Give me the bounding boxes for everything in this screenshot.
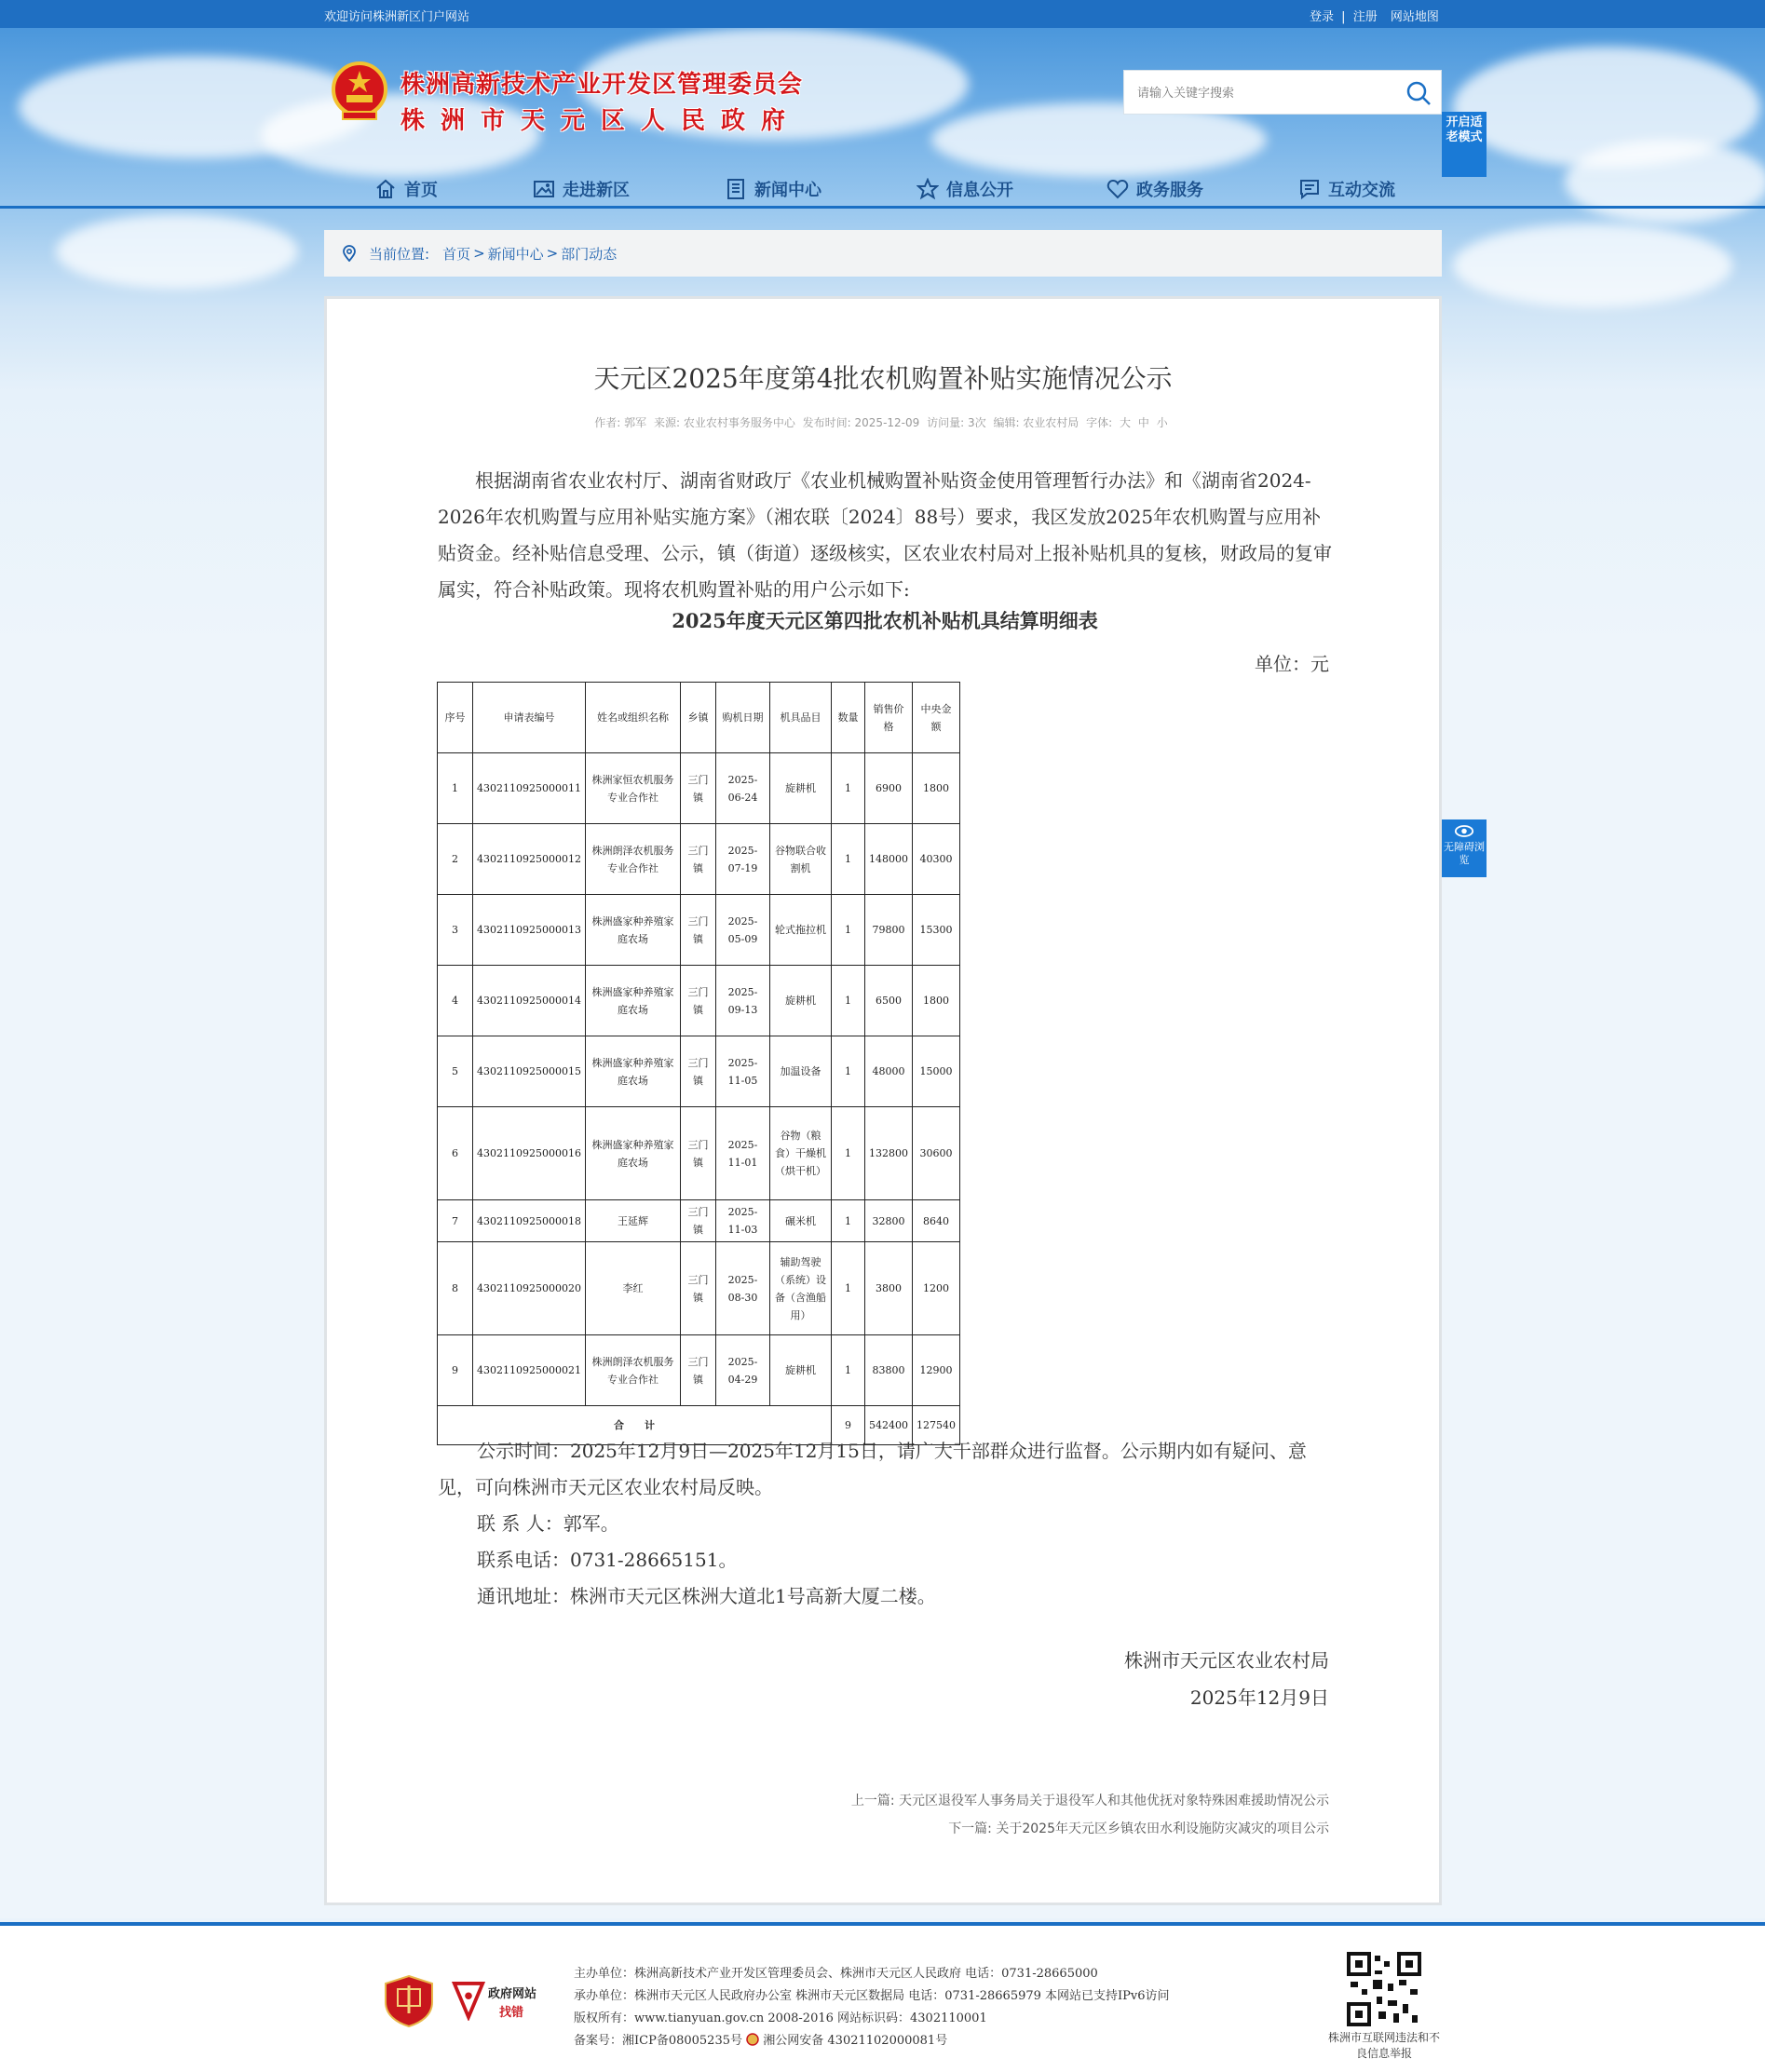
table-cell: 李红 bbox=[585, 1242, 680, 1335]
site-title-line2: 株洲市天元区人民政府 bbox=[401, 107, 802, 135]
table-cell: 4302110925000018 bbox=[473, 1200, 586, 1242]
header-cell: 机具品目 bbox=[769, 683, 831, 753]
table-cell: 1 bbox=[831, 753, 864, 824]
table-cell: 三门镇 bbox=[680, 1107, 715, 1200]
total-cell: 9 bbox=[831, 1406, 864, 1445]
table-row bbox=[438, 1107, 960, 1200]
table-cell: 1800 bbox=[912, 966, 959, 1036]
table-cell: 2025-11-03 bbox=[715, 1200, 769, 1242]
footer-record bbox=[574, 2030, 1170, 2052]
table-row bbox=[438, 895, 960, 966]
table-cell: 1 bbox=[831, 1242, 864, 1335]
table-cell: 132800 bbox=[864, 1107, 912, 1200]
breadcrumb-home[interactable]: 首页 bbox=[442, 245, 471, 263]
site-title-line1: 株洲高新技术产业开发区管理委员会 bbox=[401, 71, 804, 99]
table-cell: 9 bbox=[438, 1335, 473, 1406]
table-cell: 2025-06-24 bbox=[715, 753, 769, 824]
meta-author: 作者: 郭军 bbox=[594, 416, 647, 429]
location-icon bbox=[341, 245, 358, 262]
table-cell: 株洲朗泽农机服务专业合作社 bbox=[585, 824, 680, 895]
contact-address-text: 通讯地址：株洲市天元区株洲大道北1号高新大厦二楼。 bbox=[477, 1585, 936, 1607]
table-cell: 株洲盛家种养殖家庭农场 bbox=[585, 895, 680, 966]
article-meta bbox=[327, 414, 1439, 430]
article-title: 天元区2025年度第4批农机购置补贴实施情况公示 bbox=[593, 363, 1173, 394]
heart-icon bbox=[1107, 178, 1129, 200]
table-cell: 15300 bbox=[912, 895, 959, 966]
next-label: 下一篇: bbox=[948, 1821, 992, 1836]
table-cell: 1 bbox=[831, 1036, 864, 1107]
table-cell: 辅助驾驶（系统）设备（含渔船用） bbox=[769, 1242, 831, 1335]
table-row bbox=[438, 966, 960, 1036]
header-cell: 序号 bbox=[438, 683, 473, 753]
contact-person-text: 联 系 人：郭军。 bbox=[477, 1512, 619, 1535]
accessibility-button[interactable] bbox=[1442, 819, 1487, 877]
table-cell: 12900 bbox=[912, 1335, 959, 1406]
table-cell: 1 bbox=[438, 753, 473, 824]
font-medium-button[interactable]: 中 bbox=[1137, 416, 1149, 429]
footer-sponsor: 主办单位：株洲高新技术产业开发区管理委员会、株洲市天元区人民政府 电话：0731-28665000 bbox=[574, 1967, 1098, 1981]
sign-org: 株洲市天元区农业农村局 bbox=[1124, 1649, 1329, 1672]
table-cell: 1 bbox=[831, 824, 864, 895]
signature-block bbox=[1124, 1642, 1329, 1716]
table-cell: 4302110925000013 bbox=[473, 895, 586, 966]
subsidy-table bbox=[437, 682, 960, 1445]
table-cell: 三门镇 bbox=[680, 1200, 715, 1242]
table-cell: 三门镇 bbox=[680, 753, 715, 824]
table-cell: 三门镇 bbox=[680, 1242, 715, 1335]
table-cell: 2025-11-01 bbox=[715, 1107, 769, 1200]
table-cell: 株洲朗泽农机服务专业合作社 bbox=[585, 1335, 680, 1406]
table-cell: 4302110925000014 bbox=[473, 966, 586, 1036]
table-row bbox=[438, 1200, 960, 1242]
table-cell: 株洲家恒农机服务专业合作社 bbox=[585, 753, 680, 824]
news-icon bbox=[725, 178, 747, 200]
table-cell: 三门镇 bbox=[680, 895, 715, 966]
table-cell: 48000 bbox=[864, 1036, 912, 1107]
table-title: 2025年度天元区第四批农机补贴机具结算明细表 bbox=[672, 609, 1098, 632]
next-article[interactable] bbox=[851, 1815, 1329, 1843]
table-cell: 30600 bbox=[912, 1107, 959, 1200]
meta-editor: 编辑: 农业农村局 bbox=[993, 416, 1079, 429]
prev-label: 上一篇: bbox=[850, 1794, 895, 1808]
gov-site-error-report-badge[interactable] bbox=[451, 1980, 548, 2023]
footer-copyright: 版权所有：www.tianyuan.gov.cn 2008-2016 网站标识码：4302110001 bbox=[574, 2011, 987, 2025]
table-cell: 株洲盛家种养殖家庭农场 bbox=[585, 1036, 680, 1107]
nav-info-label: 信息公开 bbox=[946, 181, 1013, 200]
nav-about[interactable] bbox=[533, 175, 630, 203]
table-cell: 1 bbox=[831, 1200, 864, 1242]
top-links bbox=[1310, 7, 1439, 24]
police-record-link[interactable]: 湘公网安备 43021102000081号 bbox=[763, 2034, 948, 2048]
party-government-badge-icon[interactable] bbox=[384, 1974, 434, 2028]
header-cell: 销售价格 bbox=[864, 683, 912, 753]
search-icon[interactable] bbox=[1405, 80, 1432, 106]
header-cell: 姓名或组织名称 bbox=[585, 683, 680, 753]
nav-interact[interactable] bbox=[1298, 175, 1395, 203]
nav-home[interactable] bbox=[374, 175, 438, 203]
national-emblem-icon bbox=[330, 61, 389, 123]
error-report-icon bbox=[451, 1980, 486, 2021]
table-cell: 430211092500001​1 bbox=[473, 753, 586, 824]
table-cell: 4302110925000012 bbox=[473, 824, 586, 895]
closing-paragraphs bbox=[438, 1433, 1332, 1615]
login-link[interactable]: 登录 bbox=[1310, 10, 1335, 24]
meta-views: 访问量: 3次 bbox=[927, 416, 986, 429]
welcome-text: 欢迎访问株洲新区门户网站 bbox=[324, 10, 470, 24]
star-icon bbox=[916, 178, 939, 200]
prev-article[interactable] bbox=[851, 1787, 1329, 1815]
nav-interact-label: 互动交流 bbox=[1328, 181, 1395, 200]
qr-label: 株洲市互联网违法和不良信息举报 bbox=[1327, 2031, 1440, 2060]
table-cell: 15000 bbox=[912, 1036, 959, 1107]
table-cell: 4302110925000016 bbox=[473, 1107, 586, 1200]
table-cell: 6900 bbox=[864, 753, 912, 824]
breadcrumb-news[interactable]: 新闻中心 bbox=[487, 245, 544, 263]
table-cell: 1 bbox=[831, 966, 864, 1036]
table-cell: 8 bbox=[438, 1242, 473, 1335]
table-cell: 1800 bbox=[912, 753, 959, 824]
table-cell: 三门镇 bbox=[680, 824, 715, 895]
breadcrumb-dept[interactable]: 部门动态 bbox=[561, 245, 618, 263]
table-cell: 三门镇 bbox=[680, 966, 715, 1036]
sitemap-link[interactable]: 网站地图 bbox=[1390, 10, 1439, 24]
table-cell: 3 bbox=[438, 895, 473, 966]
table-row bbox=[438, 1242, 960, 1335]
sign-date: 2025年12月9日 bbox=[1189, 1686, 1329, 1709]
table-cell: 2025-09-13 bbox=[715, 966, 769, 1036]
intro-paragraph: 根据湖南省农业农村厅、湖南省财政厅《农业机械购置补贴资金使用管理暂行办法》和《湖南省2024-2026年农机购置与应用补贴实施方案》（湘农联〔2024〕88号）要求，我区发放2025年农机购置与应用补贴资金。经补贴信息受理、公示，镇（街道）逐级核实，区农业农村局对上报补贴机具的复核，财政局的复审属实，符合补贴政策。现将农机购置补贴的用户公示如下: bbox=[438, 469, 1332, 601]
nav-news[interactable] bbox=[725, 175, 821, 203]
table-cell: 4 bbox=[438, 966, 473, 1036]
nav-news-label: 新闻中心 bbox=[754, 181, 821, 200]
elder-mode-button[interactable]: 开启适老模式 bbox=[1442, 112, 1487, 177]
table-cell: 4302110925000015 bbox=[473, 1036, 586, 1107]
table-cell: 2025-08-30 bbox=[715, 1242, 769, 1335]
qr-code-icon bbox=[1347, 1952, 1421, 2026]
table-cell: 4302110925000020 bbox=[473, 1242, 586, 1335]
table-cell: 5 bbox=[438, 1036, 473, 1107]
table-cell: 旋耕机 bbox=[769, 966, 831, 1036]
top-bar bbox=[0, 0, 1765, 28]
footer-info bbox=[574, 1963, 1170, 2052]
divider: | bbox=[1341, 10, 1346, 24]
nav-about-label: 走进新区 bbox=[563, 181, 630, 200]
table-cell: 谷物联合收割机 bbox=[769, 824, 831, 895]
table-row bbox=[438, 824, 960, 895]
notice-period-text: 公示时间：2025年12月9日—2025年12月15日，请广大干部群众进行监督。公示期内如有疑问、意见，可向株洲市天元区农业农村局反映。 bbox=[438, 1440, 1307, 1498]
table-cell: 加温设备 bbox=[769, 1036, 831, 1107]
header-cell: 购机日期 bbox=[715, 683, 769, 753]
table-cell: 三门镇 bbox=[680, 1036, 715, 1107]
eye-icon bbox=[1454, 825, 1474, 837]
breadcrumb-separator: > bbox=[473, 245, 485, 262]
accessibility-label: 无障碍浏览 bbox=[1444, 841, 1485, 866]
table-cell: 40300 bbox=[912, 824, 959, 895]
register-link[interactable]: 注册 bbox=[1352, 10, 1378, 24]
table-cell: 1 bbox=[831, 1335, 864, 1406]
table-cell: 8640 bbox=[912, 1200, 959, 1242]
unit-label: 单位：元 bbox=[1255, 653, 1329, 675]
footer-organizer: 承办单位：株洲市天元区人民政府办公室 株洲市天元区数据局 电话：0731-28665979 本网站已支持IPv6访问 bbox=[574, 1989, 1170, 2003]
table-cell: 2025-04-29 bbox=[715, 1335, 769, 1406]
table-cell: 1 bbox=[831, 1107, 864, 1200]
table-cell: 83800 bbox=[864, 1335, 912, 1406]
table-cell: 148000 bbox=[864, 824, 912, 895]
next-title[interactable]: 关于2025年天元区乡镇农田水利设施防灾减灾的项目公示 bbox=[996, 1821, 1329, 1836]
search-input[interactable] bbox=[1137, 83, 1389, 103]
badge2-line1: 政府网站 bbox=[488, 1987, 537, 2001]
meta-font-label: 字体: bbox=[1086, 416, 1113, 429]
table-row bbox=[438, 1036, 960, 1107]
table-cell: 旋耕机 bbox=[769, 1335, 831, 1406]
table-cell: 株洲盛家种养殖家庭农场 bbox=[585, 1107, 680, 1200]
header-cell: 中央金额 bbox=[912, 683, 959, 753]
table-cell: 2025-07-19 bbox=[715, 824, 769, 895]
chat-icon bbox=[1298, 178, 1321, 200]
article-container bbox=[324, 296, 1442, 1905]
icp-record-link[interactable]: 备案号：湘ICP备08005235号 bbox=[574, 2034, 742, 2048]
table-cell: 4302110925000021 bbox=[473, 1335, 586, 1406]
prev-title[interactable]: 天元区退役军人事务局关于退役军人和其他优抚对象特殊困难援助情况公示 bbox=[899, 1794, 1329, 1808]
table-cell: 谷物（粮食）干燥机（烘干机） bbox=[769, 1107, 831, 1200]
table-row bbox=[438, 1335, 960, 1406]
table-cell: 32800 bbox=[864, 1200, 912, 1242]
police-badge-icon bbox=[746, 2033, 759, 2046]
main-nav bbox=[0, 168, 1765, 209]
contact-phone-text: 联系电话：0731-28665151。 bbox=[477, 1549, 738, 1571]
header-cell: 乡镇 bbox=[680, 683, 715, 753]
table-cell: 王延辉 bbox=[585, 1200, 680, 1242]
table-cell: 6 bbox=[438, 1107, 473, 1200]
table-cell: 碾米机 bbox=[769, 1200, 831, 1242]
total-cell: 合 计 bbox=[438, 1406, 832, 1445]
table-cell: 2025-11-05 bbox=[715, 1036, 769, 1107]
header-cell: 申请表编号 bbox=[473, 683, 586, 753]
breadcrumb-separator: > bbox=[546, 245, 559, 262]
table-cell: 2025-05-09 bbox=[715, 895, 769, 966]
table-cell: 1200 bbox=[912, 1242, 959, 1335]
footer bbox=[0, 1922, 1765, 2072]
home-icon bbox=[374, 178, 397, 200]
table-cell: 旋耕机 bbox=[769, 753, 831, 824]
search-box bbox=[1123, 70, 1442, 115]
picture-icon bbox=[533, 178, 555, 200]
badge2-line2: 找错 bbox=[499, 2006, 524, 2020]
table-cell: 6500 bbox=[864, 966, 912, 1036]
meta-source: 来源: 农业农村事务服务中心 bbox=[653, 416, 795, 429]
header-cell: 数量 bbox=[831, 683, 864, 753]
table-cell: 7 bbox=[438, 1200, 473, 1242]
nav-info[interactable] bbox=[916, 175, 1013, 203]
total-cell: 127540 bbox=[912, 1406, 959, 1445]
table-cell: 轮式拖拉机 bbox=[769, 895, 831, 966]
table-row bbox=[438, 753, 960, 824]
table-cell: 株洲盛家种养殖家庭农场 bbox=[585, 966, 680, 1036]
nav-service[interactable] bbox=[1107, 175, 1203, 203]
breadcrumb bbox=[324, 230, 1442, 277]
table-header-row bbox=[438, 683, 960, 753]
table-cell: 3800 bbox=[864, 1242, 912, 1335]
total-cell: 542400 bbox=[864, 1406, 912, 1445]
font-small-button[interactable]: 小 bbox=[1156, 416, 1168, 429]
table-cell: 79800 bbox=[864, 895, 912, 966]
font-large-button[interactable]: 大 bbox=[1120, 416, 1132, 429]
table-cell: 2 bbox=[438, 824, 473, 895]
nav-service-label: 政务服务 bbox=[1136, 181, 1203, 200]
meta-date: 发布时间: 2025-12-09 bbox=[802, 416, 920, 429]
breadcrumb-prefix: 当前位置: bbox=[369, 245, 430, 263]
table-cell: 三门镇 bbox=[680, 1335, 715, 1406]
site-title[interactable] bbox=[401, 65, 803, 136]
table-cell: 1 bbox=[831, 895, 864, 966]
nav-home-label: 首页 bbox=[404, 181, 438, 200]
prev-next-links bbox=[851, 1787, 1329, 1843]
